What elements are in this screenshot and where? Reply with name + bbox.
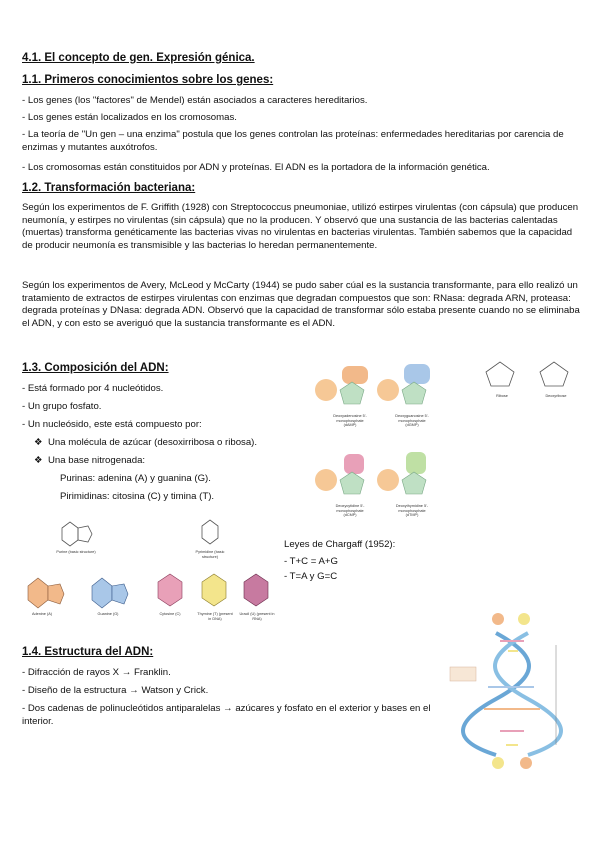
figure-label: Thymine (T) (present in DNA) [197, 612, 233, 621]
phosphate-group [377, 469, 399, 491]
sugar-ring [402, 472, 426, 494]
nucleotides-figure [312, 352, 436, 532]
base-pair-ball [520, 757, 532, 769]
dna-helix-figure [448, 605, 588, 775]
helix-annotation-box [450, 667, 476, 681]
diamond-bullet-icon: ❖ [34, 437, 43, 448]
phosphate-group [315, 469, 337, 491]
list-item: - Los genes (los "factores" de Mendel) están asociados a caracteres hereditarios. [22, 95, 368, 106]
section-heading-2: 1.2. Transformación bacteriana: [22, 182, 196, 194]
list-item: - Un grupo fosfato. [22, 401, 102, 412]
section-heading-1: 1.1. Primeros conocimientos sobre los genes: [22, 74, 274, 86]
paragraph-avery: Según los experimentos de Avery, McLeod y McCarty (1944) se pudo saber cúal es la sustancia transformante, para ello realizó un tratamiento de extractos de estirpes virulentas con enzimas que degradan compuestos que son: RNasa: degrada ARN, proteasa: degrada proteínas y DNasa: degrada ADN. Observó que la capacidad de transformar sólo estaba presente cuando no se eliminaba el ADN, y con esto se averiguó que la sustancia transformante es el ADN. [22, 280, 580, 329]
thymine-base [406, 452, 426, 474]
diamond-bullet-icon: ❖ [34, 455, 43, 466]
sub-list-item: ❖ Una molécula de azúcar (desoxirribosa o ribosa). [34, 437, 258, 448]
list-item: - Difracción de rayos X → Franklin. [22, 667, 171, 678]
ribose-ring [486, 362, 514, 386]
figure-label: Deoxyadenosine 5'-monophosphate (dAMP) [333, 414, 367, 427]
figure-label: Ribose [496, 394, 508, 398]
section-heading-4: 1.4. Estructura del ADN: [22, 646, 154, 658]
page-title: 4.1. El concepto de gen. Expresión génica. [22, 52, 255, 64]
figure-label: Purine (basic structure) [56, 550, 96, 554]
figure-label: Guanine (G) [97, 612, 119, 616]
sugar-ring [402, 382, 426, 404]
chargaff-title: Leyes de Chargaff (1952): [284, 539, 396, 550]
section-heading-3: 1.3. Composición del ADN: [22, 362, 169, 374]
sugars-figure [474, 352, 584, 402]
cytosine-base [344, 454, 364, 474]
chargaff-rule: - T=A y G=C [284, 571, 338, 582]
list-item: - La teoría de "Un gen – una enzima" postula que los genes controlan las proteínas: enfermedades hereditarias por carencia de enzimas y mutantes auxótrofos. [22, 129, 564, 153]
phosphate-group [315, 379, 337, 401]
sub-list-item: ❖ Una base nitrogenada: [34, 455, 146, 466]
list-item: - Un nucleósido, este está compuesto por: [22, 419, 202, 430]
list-item: - Está formado por 4 nucleótidos. [22, 383, 164, 394]
base-pair-ball [518, 613, 530, 625]
list-item: - Los cromosomas están constituidos por ADN y proteínas. El ADN es la portadora de la información genética. [22, 162, 490, 173]
figure-label: Pyrimidine (basic structure) [195, 550, 225, 559]
list-item: - Diseño de la estructura → Watson y Crick. [22, 685, 209, 696]
figure-label: Deoxythymidine 5'-monophosphate (dTMP) [395, 504, 429, 517]
figure-label: Uracil (U) (present in RNA) [239, 612, 275, 621]
list-item: - Los genes están localizados en los cromosomas. [22, 112, 237, 123]
adenine-base [342, 366, 368, 384]
pirimidinas-text: Pirimidinas: citosina (C) y timina (T). [60, 491, 215, 502]
base-pair-ball [492, 757, 504, 769]
paragraph-griffith: Según los experimentos de F. Griffith (1928) con Streptococcus pneumoniae, utilizó estirpes virulentas (con cápsula) que producen neumonía, y estirpes no virulentas (sin cápsula) que no la producen. Y observó que una sustancia de las bacterias calentadas (muertas) transforma genéticamente las bacterias vivas no virulentas en bacterias virulentas. También sabemos que la capacidad de producir neumonía es transmisible y las bacterias lo heredan permanentemente. [22, 202, 579, 251]
figure-label: Adenine (A) [31, 612, 53, 616]
list-item: - Dos cadenas de polinucleótidos antiparalelas → azúcares y fosfato en el exterior y bases en el interior. [22, 703, 431, 727]
figure-label: Deoxyribose [545, 394, 567, 398]
chargaff-rule: - T+C = A+G [284, 556, 338, 567]
bases-figure [18, 512, 280, 632]
figure-label: Deoxyguanosine 5'-monophosphate (dGMP) [395, 414, 429, 427]
purinas-text: Purinas: adenina (A) y guanina (G). [60, 473, 211, 484]
sugar-ring [340, 472, 364, 494]
phosphate-group [377, 379, 399, 401]
deoxyribose-ring [540, 362, 568, 386]
figure-label: Cytosine (C) [159, 612, 181, 616]
base-pair-ball [492, 613, 504, 625]
figure-label: Deoxycytidine 5'-monophosphate (dCMP) [335, 504, 365, 517]
sugar-ring [340, 382, 364, 404]
guanine-base [404, 364, 430, 384]
